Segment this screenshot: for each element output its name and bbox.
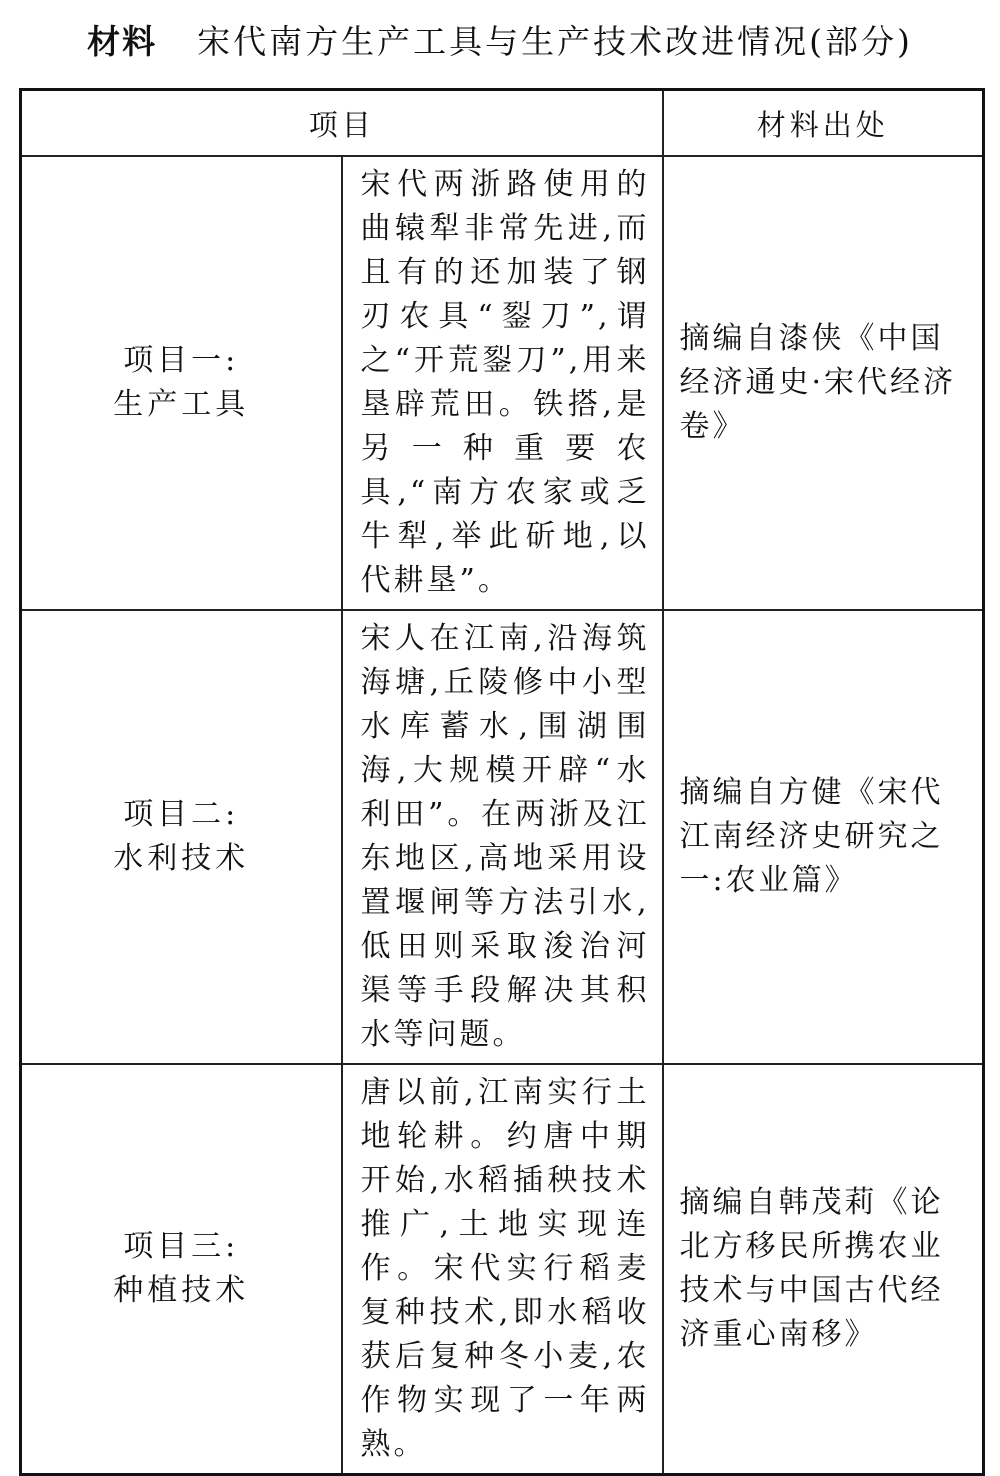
row-source: 摘编自韩茂莉《论北方移民所携农业技术与中国古代经济重心南移》	[663, 1064, 984, 1475]
row-label	[21, 610, 342, 1064]
row-label-line1: 项目二:	[123, 797, 240, 832]
column-header-item: 项目	[21, 90, 663, 157]
row-content: 宋代两浙路使用的曲辕犁非常先进,而且有的还加装了钢刃农具“銐刀”,谓之“开荒銐刀”,用来垦辟荒田。铁搭,是另一种重要农具,“南方农家或乏牛犁,举此斫地,以代耕垦”。	[342, 156, 663, 610]
row-label-line1: 项目三:	[123, 1229, 240, 1264]
row-content: 唐以前,江南实行土地轮耕。约唐中期开始,水稻插秧技术推广,土地实现连作。宋代实行稻麦复种技术,即水稻收获后复种冬小麦,农作物实现了一年两熟。	[342, 1064, 663, 1475]
row-label-line2: 水利技术	[113, 841, 250, 876]
material-label: 材料	[87, 21, 158, 61]
row-source: 摘编自漆侠《中国经济通史·宋代经济卷》	[663, 156, 984, 610]
table-row	[21, 1064, 984, 1475]
material-title: 宋代南方生产工具与生产技术改进情况(部分)	[197, 21, 913, 61]
row-source: 摘编自方健《宋代江南经济史研究之一:农业篇》	[663, 610, 984, 1064]
table-header-row	[21, 90, 984, 157]
table-row	[21, 610, 984, 1064]
row-label-line2: 种植技术	[113, 1273, 250, 1308]
column-header-source: 材料出处	[663, 90, 984, 157]
material-heading	[0, 8, 1000, 70]
row-label	[21, 156, 342, 610]
row-label	[21, 1064, 342, 1475]
table-row	[21, 156, 984, 610]
row-label-line1: 项目一:	[123, 343, 240, 378]
row-label-line2: 生产工具	[113, 387, 250, 422]
row-content: 宋人在江南,沿海筑海塘,丘陵修中小型水库蓄水,围湖围海,大规模开辟“水利田”。在两浙及江东地区,高地采用设置堰闸等方法引水,低田则采取浚治河渠等手段解决其积水等问题。	[342, 610, 663, 1064]
material-table	[19, 88, 985, 1476]
